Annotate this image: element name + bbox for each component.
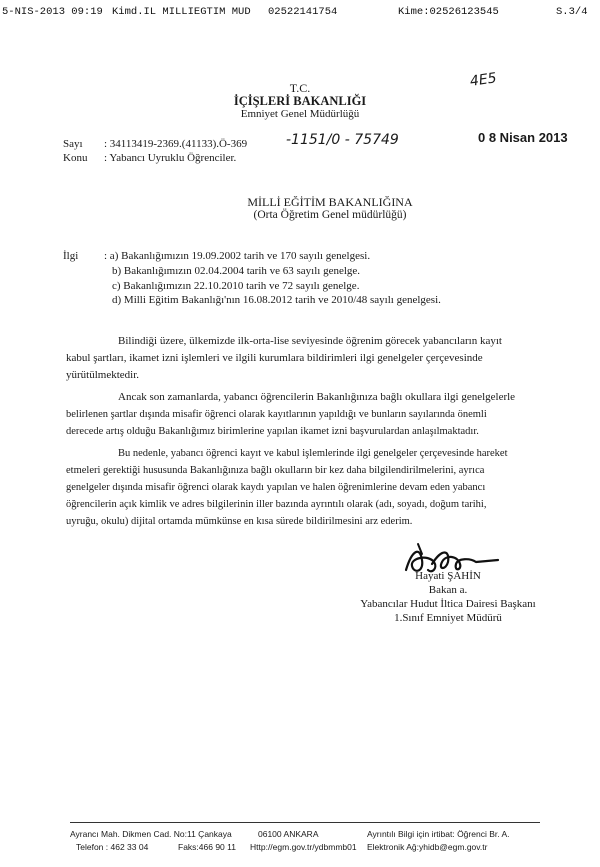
ilgi-label: İlgi [63, 250, 79, 262]
ilgi-item-a: : a) Bakanlığımızın 19.09.2002 tarih ve 170 sayılı genelgesi. [104, 250, 371, 262]
signatory-rank: 1.Sınıf Emniyet Müdürü [394, 612, 502, 624]
date-stamp: 0 8 Nisan 2013 [478, 130, 568, 145]
letterhead-ministry: İÇİŞLERİ BAKANLIĞI [233, 94, 367, 108]
konu-label: Konu [63, 152, 88, 164]
footer-city: 06100 ANKARA [258, 829, 319, 839]
paragraph-3-line-1: Bu nedenle, yabancı öğrenci kayıt ve kabul işlemlerinde ilgi genelgeler çerçevesinde hareket [118, 448, 508, 459]
paragraph-2-line-2: belirlenen şartlar dışında misafir öğrenci olarak kayıtlarının yapıldığı ve bunların sayılarında önemli [66, 409, 487, 420]
sayi-value: : 34113419-2369.(41133).Ö-369 [104, 138, 248, 150]
footer-divider [70, 822, 540, 823]
handwritten-number: 4E5 [469, 70, 498, 90]
letterhead-department: Emniyet Genel Müdürlüğü [240, 108, 360, 120]
paragraph-2-line-1: Ancak son zamanlarda, yabancı öğrencilerin Bakanlığınıza bağlı okullara ilgi genelgelerle [118, 391, 516, 403]
fax-header [0, 0, 600, 24]
signatory-title: Yabancılar Hudut İltica Dairesi Başkanı [360, 598, 536, 610]
signatory-on-behalf: Bakan a. [428, 584, 468, 596]
footer-fax: Faks:466 90 11 [178, 842, 236, 852]
paragraph-3-line-2: etmeleri gerektiği hususunda Bakanlığınıza bağlı okulların bir kez daha bilgilendirilmelerini, ayrıca [66, 465, 485, 476]
paragraph-1-line-2: kabul şartları, ikamet izni işlemleri ve ilgili kurumlara bildirimleri ilgi genelgeler çerçevesinde [66, 352, 483, 364]
ilgi-item-b: b) Bakanlığımızın 02.04.2004 tarih ve 63 sayılı genelge. [112, 265, 361, 277]
paragraph-1-line-3: yürütülmektedir. [66, 369, 140, 381]
ilgi-item-d: d) Milli Eğitim Bakanlığı'nın 16.08.2012 tarih ve 2010/48 sayılı genelgesi. [112, 294, 441, 306]
footer-address: Ayrancı Mah. Dikmen Cad. No:11 Çankaya [70, 829, 232, 839]
fax-sender: Kimd.IL MILLIEGTIM MUD [112, 6, 251, 18]
recipient-line1: MİLLİ EĞİTİM BAKANLIĞINA [247, 195, 413, 209]
footer-phone: Telefon : 462 33 04 [76, 842, 149, 852]
recipient-line2: (Orta Öğretim Genel müdürlüğü) [253, 209, 407, 221]
footer-contact-info: Ayrıntılı Bilgi için irtibat: Öğrenci Br. A. [367, 829, 510, 839]
signatory-name: Hayati ŞAHİN [415, 570, 481, 582]
fax-page-number: S.3/4 [556, 6, 588, 18]
footer-website: Http://egm.gov.tr/ydbmmb01 [250, 842, 357, 852]
paragraph-1-line-1: Bilindiği üzere, ülkemizde ilk-orta-lise seviyesinde öğrenim görecek yabancıların kayıt [118, 335, 502, 347]
footer-email: Elektronik Ağ:yhidb@egm.gov.tr [367, 842, 488, 852]
konu-value: : Yabancı Uyruklu Öğrenciler. [104, 152, 237, 164]
ilgi-item-c: c) Bakanlığımızın 22.10.2010 tarih ve 72 sayılı genelge. [112, 280, 360, 292]
fax-receiver: Kime:02526123545 [398, 6, 499, 18]
letterhead-tc: T.C. [289, 81, 311, 95]
fax-date-time: 5-NIS-2013 09:19 [2, 6, 103, 18]
paragraph-2-line-3: derecede artış olduğu Bakanlığımız birimlerine yapılan ikamet izni başvurulardan anlaşılmaktadır. [66, 426, 479, 437]
sayi-handwritten: -1151/0 - 75749 [286, 132, 399, 148]
sayi-label: Sayı [63, 138, 83, 150]
paragraph-3-line-5: uyruğu, okulu) dijital ortamda mümkünse en kısa sürede bildirilmesini arz ederim. [66, 516, 413, 527]
paragraph-3-line-3: genelgeler dışında misafir öğrenci olarak kaydı yapılan ve halen öğrenimlerine devam eden yabancı [66, 482, 486, 493]
paragraph-3-line-4: öğrencilerin açık kimlik ve adres bilgilerinin iller bazında ayrıntılı olarak (adı, soyadı, doğum tarihi, [66, 499, 487, 510]
fax-sender-number: 02522141754 [268, 6, 338, 18]
